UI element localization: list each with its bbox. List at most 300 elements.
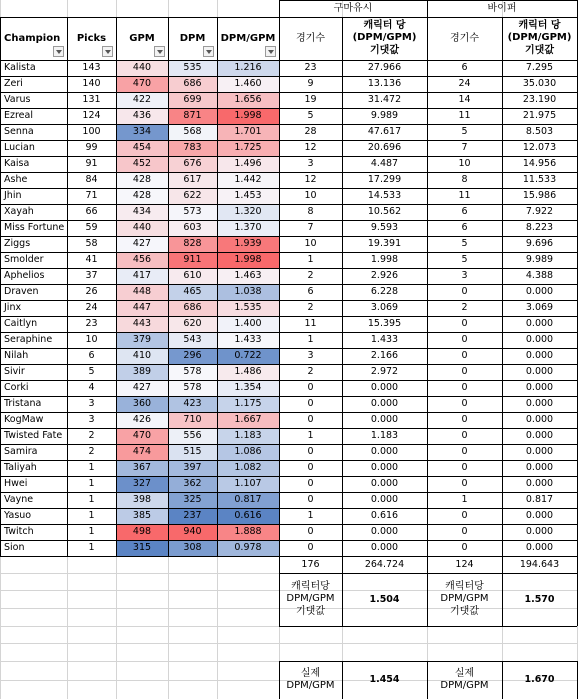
cell-picks[interactable]: 1 [88, 510, 95, 522]
cell-team1-expected[interactable]: 1.183 [370, 430, 399, 442]
cell-gpm[interactable]: 389 [116, 364, 168, 380]
cell-champion[interactable]: KogMaw [4, 414, 44, 426]
cell-team2-expected[interactable]: 0.000 [525, 334, 554, 346]
cell-team2-expected[interactable]: 21.975 [522, 110, 557, 122]
cell-team1-expected[interactable]: 0.000 [370, 542, 399, 554]
cell-champion[interactable]: Kalista [4, 62, 36, 74]
cell-team1-expected[interactable]: 19.391 [367, 238, 402, 250]
cell-dpm[interactable]: 465 [168, 284, 217, 300]
total-team2-expected[interactable]: 194.643 [519, 558, 560, 570]
cell-gpm[interactable]: 315 [116, 540, 168, 556]
cell-team2-games[interactable]: 5 [461, 238, 468, 250]
cell-team1-expected[interactable]: 2.972 [370, 366, 399, 378]
total-team1-expected[interactable]: 264.724 [364, 558, 405, 570]
cell-team2-games[interactable]: 0 [461, 478, 468, 490]
cell-dpm[interactable]: 556 [168, 428, 217, 444]
cell-picks[interactable]: 1 [88, 462, 95, 474]
cell-team1-expected[interactable]: 0.616 [370, 510, 399, 522]
cell-team1-games[interactable]: 3 [307, 350, 314, 362]
cell-dpm[interactable]: 828 [168, 236, 217, 252]
cell-team2-games[interactable]: 0 [461, 430, 468, 442]
cell-team2-games[interactable]: 0 [461, 318, 468, 330]
cell-team1-expected[interactable]: 17.299 [367, 174, 402, 186]
cell-team2-games[interactable]: 0 [461, 510, 468, 522]
cell-picks[interactable]: 59 [85, 222, 98, 234]
cell-dpm-gpm[interactable]: 1.460 [217, 76, 279, 92]
cell-champion[interactable]: Senna [4, 126, 34, 138]
cell-team2-expected[interactable]: 0.000 [525, 478, 554, 490]
cell-picks[interactable]: 131 [82, 94, 101, 106]
cell-dpm-gpm[interactable]: 1.939 [217, 236, 279, 252]
cell-dpm-gpm[interactable]: 1.175 [217, 396, 279, 412]
team1-actual-value[interactable]: 1.454 [369, 674, 400, 686]
cell-dpm[interactable]: 617 [168, 172, 217, 188]
cell-team2-expected[interactable]: 0.000 [525, 462, 554, 474]
cell-team1-expected[interactable]: 0.000 [370, 398, 399, 410]
cell-champion[interactable]: Kaisa [4, 158, 30, 170]
filter-dropdown-icon[interactable] [203, 46, 214, 57]
cell-team2-games[interactable]: 6 [461, 206, 468, 218]
cell-team1-games[interactable]: 19 [304, 94, 317, 106]
cell-team2-expected[interactable]: 9.696 [525, 238, 554, 250]
cell-team2-expected[interactable]: 0.000 [525, 286, 554, 298]
filter-dropdown-icon[interactable] [102, 46, 113, 57]
header-picks[interactable]: Picks [76, 32, 107, 44]
cell-dpm[interactable]: 603 [168, 220, 217, 236]
cell-picks[interactable]: 71 [85, 190, 98, 202]
cell-team1-games[interactable]: 23 [304, 62, 317, 74]
cell-team1-games[interactable]: 10 [304, 190, 317, 202]
cell-gpm[interactable]: 360 [116, 396, 168, 412]
cell-dpm[interactable]: 871 [168, 108, 217, 124]
cell-dpm-gpm[interactable]: 1.354 [217, 380, 279, 396]
team2-actual-label [427, 661, 502, 699]
cell-gpm[interactable]: 498 [116, 524, 168, 540]
total-team2-games[interactable]: 124 [455, 558, 474, 570]
cell-team1-games[interactable]: 8 [307, 206, 314, 218]
cell-team1-expected[interactable]: 0.000 [370, 382, 399, 394]
cell-gpm[interactable]: 422 [116, 92, 168, 108]
cell-team2-expected[interactable]: 7.295 [525, 62, 554, 74]
cell-team2-expected[interactable]: 0.000 [525, 398, 554, 410]
cell-dpm[interactable]: 543 [168, 332, 217, 348]
cell-team2-games[interactable]: 6 [461, 62, 468, 74]
cell-champion[interactable]: Vayne [4, 494, 34, 506]
cell-team1-games[interactable]: 0 [307, 526, 314, 538]
cell-gpm[interactable]: 410 [116, 348, 168, 364]
cell-team1-expected[interactable]: 0.000 [370, 414, 399, 426]
cell-dpm-gpm[interactable]: 1.433 [217, 332, 279, 348]
cell-team1-expected[interactable]: 2.926 [370, 270, 399, 282]
team2-expected-value[interactable]: 1.570 [524, 593, 555, 605]
cell-gpm[interactable]: 385 [116, 508, 168, 524]
cell-picks[interactable]: 91 [85, 158, 98, 170]
cell-team1-expected[interactable]: 3.069 [370, 302, 399, 314]
cell-dpm[interactable]: 237 [168, 508, 217, 524]
cell-team1-games[interactable]: 2 [307, 366, 314, 378]
cell-picks[interactable]: 26 [85, 286, 98, 298]
header-dpm-gpm[interactable]: DPM/GPM [220, 32, 276, 44]
cell-team2-expected[interactable]: 8.223 [525, 222, 554, 234]
cell-picks[interactable]: 2 [88, 430, 95, 442]
cell-gpm[interactable]: 426 [116, 412, 168, 428]
cell-picks[interactable]: 100 [82, 126, 101, 138]
cell-champion[interactable]: Sivir [4, 366, 25, 378]
cell-team1-expected[interactable]: 20.696 [367, 142, 402, 154]
cell-champion[interactable]: Twitch [4, 526, 34, 538]
cell-team1-games[interactable]: 0 [307, 462, 314, 474]
cell-dpm[interactable]: 308 [168, 540, 217, 556]
cell-team2-expected[interactable]: 0.000 [525, 382, 554, 394]
cell-champion[interactable]: Sion [4, 542, 25, 554]
cell-team2-expected[interactable]: 23.190 [522, 94, 557, 106]
filter-dropdown-icon[interactable] [53, 46, 64, 57]
cell-champion[interactable]: Twisted Fate [4, 430, 63, 442]
cell-dpm-gpm[interactable]: 1.453 [217, 188, 279, 204]
cell-dpm[interactable]: 362 [168, 476, 217, 492]
cell-dpm-gpm[interactable]: 0.722 [217, 348, 279, 364]
cell-gpm[interactable]: 443 [116, 316, 168, 332]
cell-team2-expected[interactable]: 9.989 [525, 254, 554, 266]
cell-dpm[interactable]: 940 [168, 524, 217, 540]
cell-team2-games[interactable]: 0 [461, 382, 468, 394]
cell-champion[interactable]: Zeri [4, 78, 23, 90]
cell-team2-expected[interactable]: 14.956 [522, 158, 557, 170]
cell-team1-games[interactable]: 6 [307, 286, 314, 298]
cell-team2-games[interactable]: 1 [461, 494, 468, 506]
cell-dpm[interactable]: 676 [168, 156, 217, 172]
cell-team1-games[interactable]: 1 [307, 334, 314, 346]
cell-picks[interactable]: 41 [85, 254, 98, 266]
cell-team2-games[interactable]: 8 [461, 174, 468, 186]
cell-dpm[interactable]: 686 [168, 300, 217, 316]
cell-team1-expected[interactable]: 0.000 [370, 462, 399, 474]
cell-gpm[interactable]: 427 [116, 236, 168, 252]
cell-team2-expected[interactable]: 0.000 [525, 414, 554, 426]
cell-champion[interactable]: Corki [4, 382, 29, 394]
cell-team1-expected[interactable]: 0.000 [370, 494, 399, 506]
cell-team2-expected[interactable]: 0.000 [525, 542, 554, 554]
cell-team2-games[interactable]: 0 [461, 366, 468, 378]
cell-team1-games[interactable]: 10 [304, 238, 317, 250]
cell-champion[interactable]: Caitlyn [4, 318, 38, 330]
cell-champion[interactable]: Ashe [4, 174, 28, 186]
cell-team2-expected[interactable]: 12.073 [522, 142, 557, 154]
cell-champion[interactable]: Ezreal [4, 110, 33, 122]
header-team2-expected [502, 17, 577, 60]
cell-team1-expected[interactable]: 9.593 [370, 222, 399, 234]
cell-dpm-gpm[interactable]: 1.463 [217, 268, 279, 284]
cell-team2-games[interactable]: 10 [458, 158, 471, 170]
cell-dpm[interactable]: 325 [168, 492, 217, 508]
cell-gpm[interactable]: 434 [116, 204, 168, 220]
cell-team1-expected[interactable]: 0.000 [370, 526, 399, 538]
cell-team1-games[interactable]: 5 [307, 110, 314, 122]
cell-dpm-gpm[interactable]: 1.535 [217, 300, 279, 316]
cell-team2-games[interactable]: 11 [458, 190, 471, 202]
team1-expected-value[interactable]: 1.504 [369, 593, 400, 605]
cell-champion[interactable]: Lucian [4, 142, 35, 154]
cell-team1-games[interactable]: 2 [307, 302, 314, 314]
cell-team2-expected[interactable]: 4.388 [525, 270, 554, 282]
cell-gpm[interactable]: 367 [116, 460, 168, 476]
cell-team1-expected[interactable]: 0.000 [370, 478, 399, 490]
filter-dropdown-icon[interactable] [154, 46, 165, 57]
cell-dpm[interactable]: 515 [168, 444, 217, 460]
cell-team1-expected[interactable]: 15.395 [367, 318, 402, 330]
cell-team1-games[interactable]: 1 [307, 430, 314, 442]
cell-team2-expected[interactable]: 0.000 [525, 446, 554, 458]
cell-dpm-gpm[interactable]: 1.107 [217, 476, 279, 492]
cell-team2-expected[interactable]: 3.069 [525, 302, 554, 314]
cell-dpm-gpm[interactable]: 0.616 [217, 508, 279, 524]
cell-picks[interactable]: 23 [85, 318, 98, 330]
cell-gpm[interactable]: 417 [116, 268, 168, 284]
cell-dpm[interactable]: 911 [168, 252, 217, 268]
cell-picks[interactable]: 84 [85, 174, 98, 186]
cell-dpm[interactable]: 535 [168, 60, 217, 76]
cell-team2-games[interactable]: 0 [461, 542, 468, 554]
total-team1-games[interactable]: 176 [301, 558, 320, 570]
cell-team1-expected[interactable]: 1.998 [370, 254, 399, 266]
cell-team2-expected[interactable]: 0.000 [525, 350, 554, 362]
cell-team2-games[interactable]: 0 [461, 446, 468, 458]
cell-team2-expected[interactable]: 0.000 [525, 366, 554, 378]
cell-team2-games[interactable]: 0 [461, 414, 468, 426]
cell-picks[interactable]: 3 [88, 398, 95, 410]
header-gpm[interactable]: GPM [129, 32, 155, 44]
cell-team1-games[interactable]: 1 [307, 510, 314, 522]
cell-gpm[interactable]: 428 [116, 188, 168, 204]
cell-team1-games[interactable]: 28 [304, 126, 317, 138]
cell-dpm[interactable]: 699 [168, 92, 217, 108]
cell-dpm-gpm[interactable]: 1.998 [217, 108, 279, 124]
cell-dpm-gpm[interactable]: 0.978 [217, 540, 279, 556]
cell-picks[interactable]: 58 [85, 238, 98, 250]
cell-team1-expected[interactable]: 10.562 [367, 206, 402, 218]
cell-gpm[interactable]: 440 [116, 220, 168, 236]
cell-team2-games[interactable]: 0 [461, 334, 468, 346]
cell-champion[interactable]: Nilah [4, 350, 29, 362]
cell-team1-expected[interactable]: 31.472 [367, 94, 402, 106]
cell-picks[interactable]: 2 [88, 446, 95, 458]
cell-team2-games[interactable]: 0 [461, 526, 468, 538]
cell-champion[interactable]: Miss Fortune [4, 222, 65, 234]
cell-picks[interactable]: 140 [82, 78, 101, 90]
border-line-horizontal [0, 92, 577, 93]
cell-gpm[interactable]: 456 [116, 252, 168, 268]
cell-dpm-gpm[interactable]: 1.183 [217, 428, 279, 444]
cell-picks[interactable]: 1 [88, 526, 95, 538]
cell-team1-expected[interactable]: 27.966 [367, 62, 402, 74]
cell-team1-games[interactable]: 0 [307, 494, 314, 506]
cell-gpm[interactable]: 454 [116, 140, 168, 156]
cell-gpm[interactable]: 327 [116, 476, 168, 492]
cell-dpm-gpm[interactable]: 1.888 [217, 524, 279, 540]
header-champion[interactable]: Champion [4, 32, 61, 44]
cell-team2-games[interactable]: 0 [461, 398, 468, 410]
cell-dpm-gpm[interactable]: 1.667 [217, 412, 279, 428]
cell-team1-games[interactable]: 0 [307, 414, 314, 426]
cell-team2-games[interactable]: 6 [461, 222, 468, 234]
cell-champion[interactable]: Seraphine [4, 334, 53, 346]
cell-champion[interactable]: Ziggs [4, 238, 31, 250]
cell-champion[interactable]: Xayah [4, 206, 34, 218]
cell-champion[interactable]: Hwei [4, 478, 28, 490]
team2-actual-value[interactable]: 1.670 [524, 674, 555, 686]
cell-team1-expected[interactable]: 6.228 [370, 286, 399, 298]
cell-picks[interactable]: 10 [85, 334, 98, 346]
cell-team1-games[interactable]: 0 [307, 446, 314, 458]
cell-team2-expected[interactable]: 0.000 [525, 526, 554, 538]
cell-team1-games[interactable]: 1 [307, 254, 314, 266]
cell-dpm[interactable]: 686 [168, 76, 217, 92]
cell-team2-games[interactable]: 2 [461, 302, 468, 314]
cell-team2-expected[interactable]: 11.533 [522, 174, 557, 186]
cell-dpm[interactable]: 710 [168, 412, 217, 428]
cell-picks[interactable]: 143 [82, 62, 101, 74]
cell-dpm[interactable]: 622 [168, 188, 217, 204]
cell-champion[interactable]: Jinx [4, 302, 22, 314]
cell-gpm[interactable]: 436 [116, 108, 168, 124]
cell-champion[interactable]: Smolder [4, 254, 44, 266]
cell-dpm-gpm[interactable]: 1.038 [217, 284, 279, 300]
cell-team2-games[interactable]: 0 [461, 286, 468, 298]
cell-team1-games[interactable]: 0 [307, 542, 314, 554]
cell-team2-games[interactable]: 0 [461, 462, 468, 474]
cell-team1-expected[interactable]: 47.617 [367, 126, 402, 138]
cell-gpm[interactable]: 440 [116, 60, 168, 76]
cell-picks[interactable]: 6 [88, 350, 95, 362]
cell-gpm[interactable]: 452 [116, 156, 168, 172]
cell-gpm[interactable]: 470 [116, 76, 168, 92]
cell-dpm[interactable]: 296 [168, 348, 217, 364]
cell-picks[interactable]: 37 [85, 270, 98, 282]
cell-team2-games[interactable]: 11 [458, 110, 471, 122]
cell-gpm[interactable]: 427 [116, 380, 168, 396]
cell-picks[interactable]: 24 [85, 302, 98, 314]
cell-team2-games[interactable]: 7 [461, 142, 468, 154]
cell-dpm-gpm[interactable]: 1.442 [217, 172, 279, 188]
cell-picks[interactable]: 1 [88, 478, 95, 490]
cell-team2-expected[interactable]: 0.000 [525, 430, 554, 442]
cell-dpm-gpm[interactable]: 1.400 [217, 316, 279, 332]
cell-champion[interactable]: Tristana [4, 398, 42, 410]
cell-team1-games[interactable]: 12 [304, 174, 317, 186]
cell-gpm[interactable]: 448 [116, 284, 168, 300]
cell-team1-expected[interactable]: 0.000 [370, 446, 399, 458]
cell-team1-games[interactable]: 2 [307, 270, 314, 282]
cell-gpm[interactable]: 398 [116, 492, 168, 508]
cell-dpm[interactable]: 610 [168, 268, 217, 284]
cell-gpm[interactable]: 379 [116, 332, 168, 348]
cell-dpm-gpm[interactable]: 1.998 [217, 252, 279, 268]
cell-team1-games[interactable]: 7 [307, 222, 314, 234]
cell-picks[interactable]: 4 [88, 382, 95, 394]
cell-dpm-gpm[interactable]: 1.082 [217, 460, 279, 476]
cell-picks[interactable]: 3 [88, 414, 95, 426]
cell-dpm-gpm[interactable]: 1.701 [217, 124, 279, 140]
cell-dpm-gpm[interactable]: 1.320 [217, 204, 279, 220]
cell-team1-games[interactable]: 0 [307, 382, 314, 394]
cell-picks[interactable]: 66 [85, 206, 98, 218]
cell-team2-games[interactable]: 24 [458, 78, 471, 90]
cell-team2-expected[interactable]: 15.986 [522, 190, 557, 202]
cell-picks[interactable]: 99 [85, 142, 98, 154]
cell-team2-expected[interactable]: 0.817 [525, 494, 554, 506]
cell-picks[interactable]: 1 [88, 542, 95, 554]
cell-team1-expected[interactable]: 14.533 [367, 190, 402, 202]
cell-dpm[interactable]: 397 [168, 460, 217, 476]
cell-gpm[interactable]: 428 [116, 172, 168, 188]
cell-team1-expected[interactable]: 1.433 [370, 334, 399, 346]
cell-dpm-gpm[interactable]: 1.725 [217, 140, 279, 156]
cell-team2-expected[interactable]: 7.922 [525, 206, 554, 218]
cell-champion[interactable]: Taliyah [4, 462, 37, 474]
cell-team1-games[interactable]: 3 [307, 158, 314, 170]
cell-dpm[interactable]: 783 [168, 140, 217, 156]
cell-team1-expected[interactable]: 9.989 [370, 110, 399, 122]
cell-dpm[interactable]: 568 [168, 124, 217, 140]
cell-dpm-gpm[interactable]: 1.086 [217, 444, 279, 460]
cell-team1-expected[interactable]: 2.166 [370, 350, 399, 362]
cell-picks[interactable]: 124 [82, 110, 101, 122]
cell-dpm-gpm[interactable]: 1.496 [217, 156, 279, 172]
cell-picks[interactable]: 5 [88, 366, 95, 378]
cell-dpm[interactable]: 423 [168, 396, 217, 412]
cell-gpm[interactable]: 470 [116, 428, 168, 444]
filter-dropdown-icon[interactable] [265, 46, 276, 57]
cell-picks[interactable]: 1 [88, 494, 95, 506]
cell-team2-games[interactable]: 5 [461, 126, 468, 138]
cell-dpm[interactable]: 578 [168, 380, 217, 396]
cell-team1-games[interactable]: 11 [304, 318, 317, 330]
cell-team2-expected[interactable]: 35.030 [522, 78, 557, 90]
cell-team2-games[interactable]: 14 [458, 94, 471, 106]
cell-gpm[interactable]: 474 [116, 444, 168, 460]
cell-dpm-gpm[interactable]: 1.656 [217, 92, 279, 108]
cell-team2-expected[interactable]: 0.000 [525, 318, 554, 330]
cell-dpm-gpm[interactable]: 1.370 [217, 220, 279, 236]
cell-dpm-gpm[interactable]: 0.817 [217, 492, 279, 508]
cell-champion[interactable]: Draven [4, 286, 39, 298]
cell-team2-expected[interactable]: 8.503 [525, 126, 554, 138]
cell-dpm-gpm[interactable]: 1.486 [217, 364, 279, 380]
cell-gpm[interactable]: 334 [116, 124, 168, 140]
cell-dpm[interactable]: 620 [168, 316, 217, 332]
cell-champion[interactable]: Aphelios [4, 270, 45, 282]
cell-team2-games[interactable]: 0 [461, 350, 468, 362]
cell-team1-games[interactable]: 12 [304, 142, 317, 154]
cell-team1-games[interactable]: 9 [307, 78, 314, 90]
cell-champion[interactable]: Samira [4, 446, 38, 458]
cell-team2-games[interactable]: 3 [461, 270, 468, 282]
cell-dpm[interactable]: 573 [168, 204, 217, 220]
cell-team2-expected[interactable]: 0.000 [525, 510, 554, 522]
cell-gpm[interactable]: 447 [116, 300, 168, 316]
cell-champion[interactable]: Jhin [4, 190, 22, 202]
header-dpm[interactable]: DPM [179, 32, 206, 44]
cell-team1-games[interactable]: 0 [307, 478, 314, 490]
cell-dpm-gpm[interactable]: 1.216 [217, 60, 279, 76]
cell-champion[interactable]: Yasuo [4, 510, 32, 522]
cell-team1-expected[interactable]: 13.136 [367, 78, 402, 90]
cell-dpm[interactable]: 578 [168, 364, 217, 380]
cell-team1-games[interactable]: 0 [307, 398, 314, 410]
cell-champion[interactable]: Varus [4, 94, 31, 106]
cell-team2-games[interactable]: 5 [461, 254, 468, 266]
cell-team1-expected[interactable]: 4.487 [370, 158, 399, 170]
